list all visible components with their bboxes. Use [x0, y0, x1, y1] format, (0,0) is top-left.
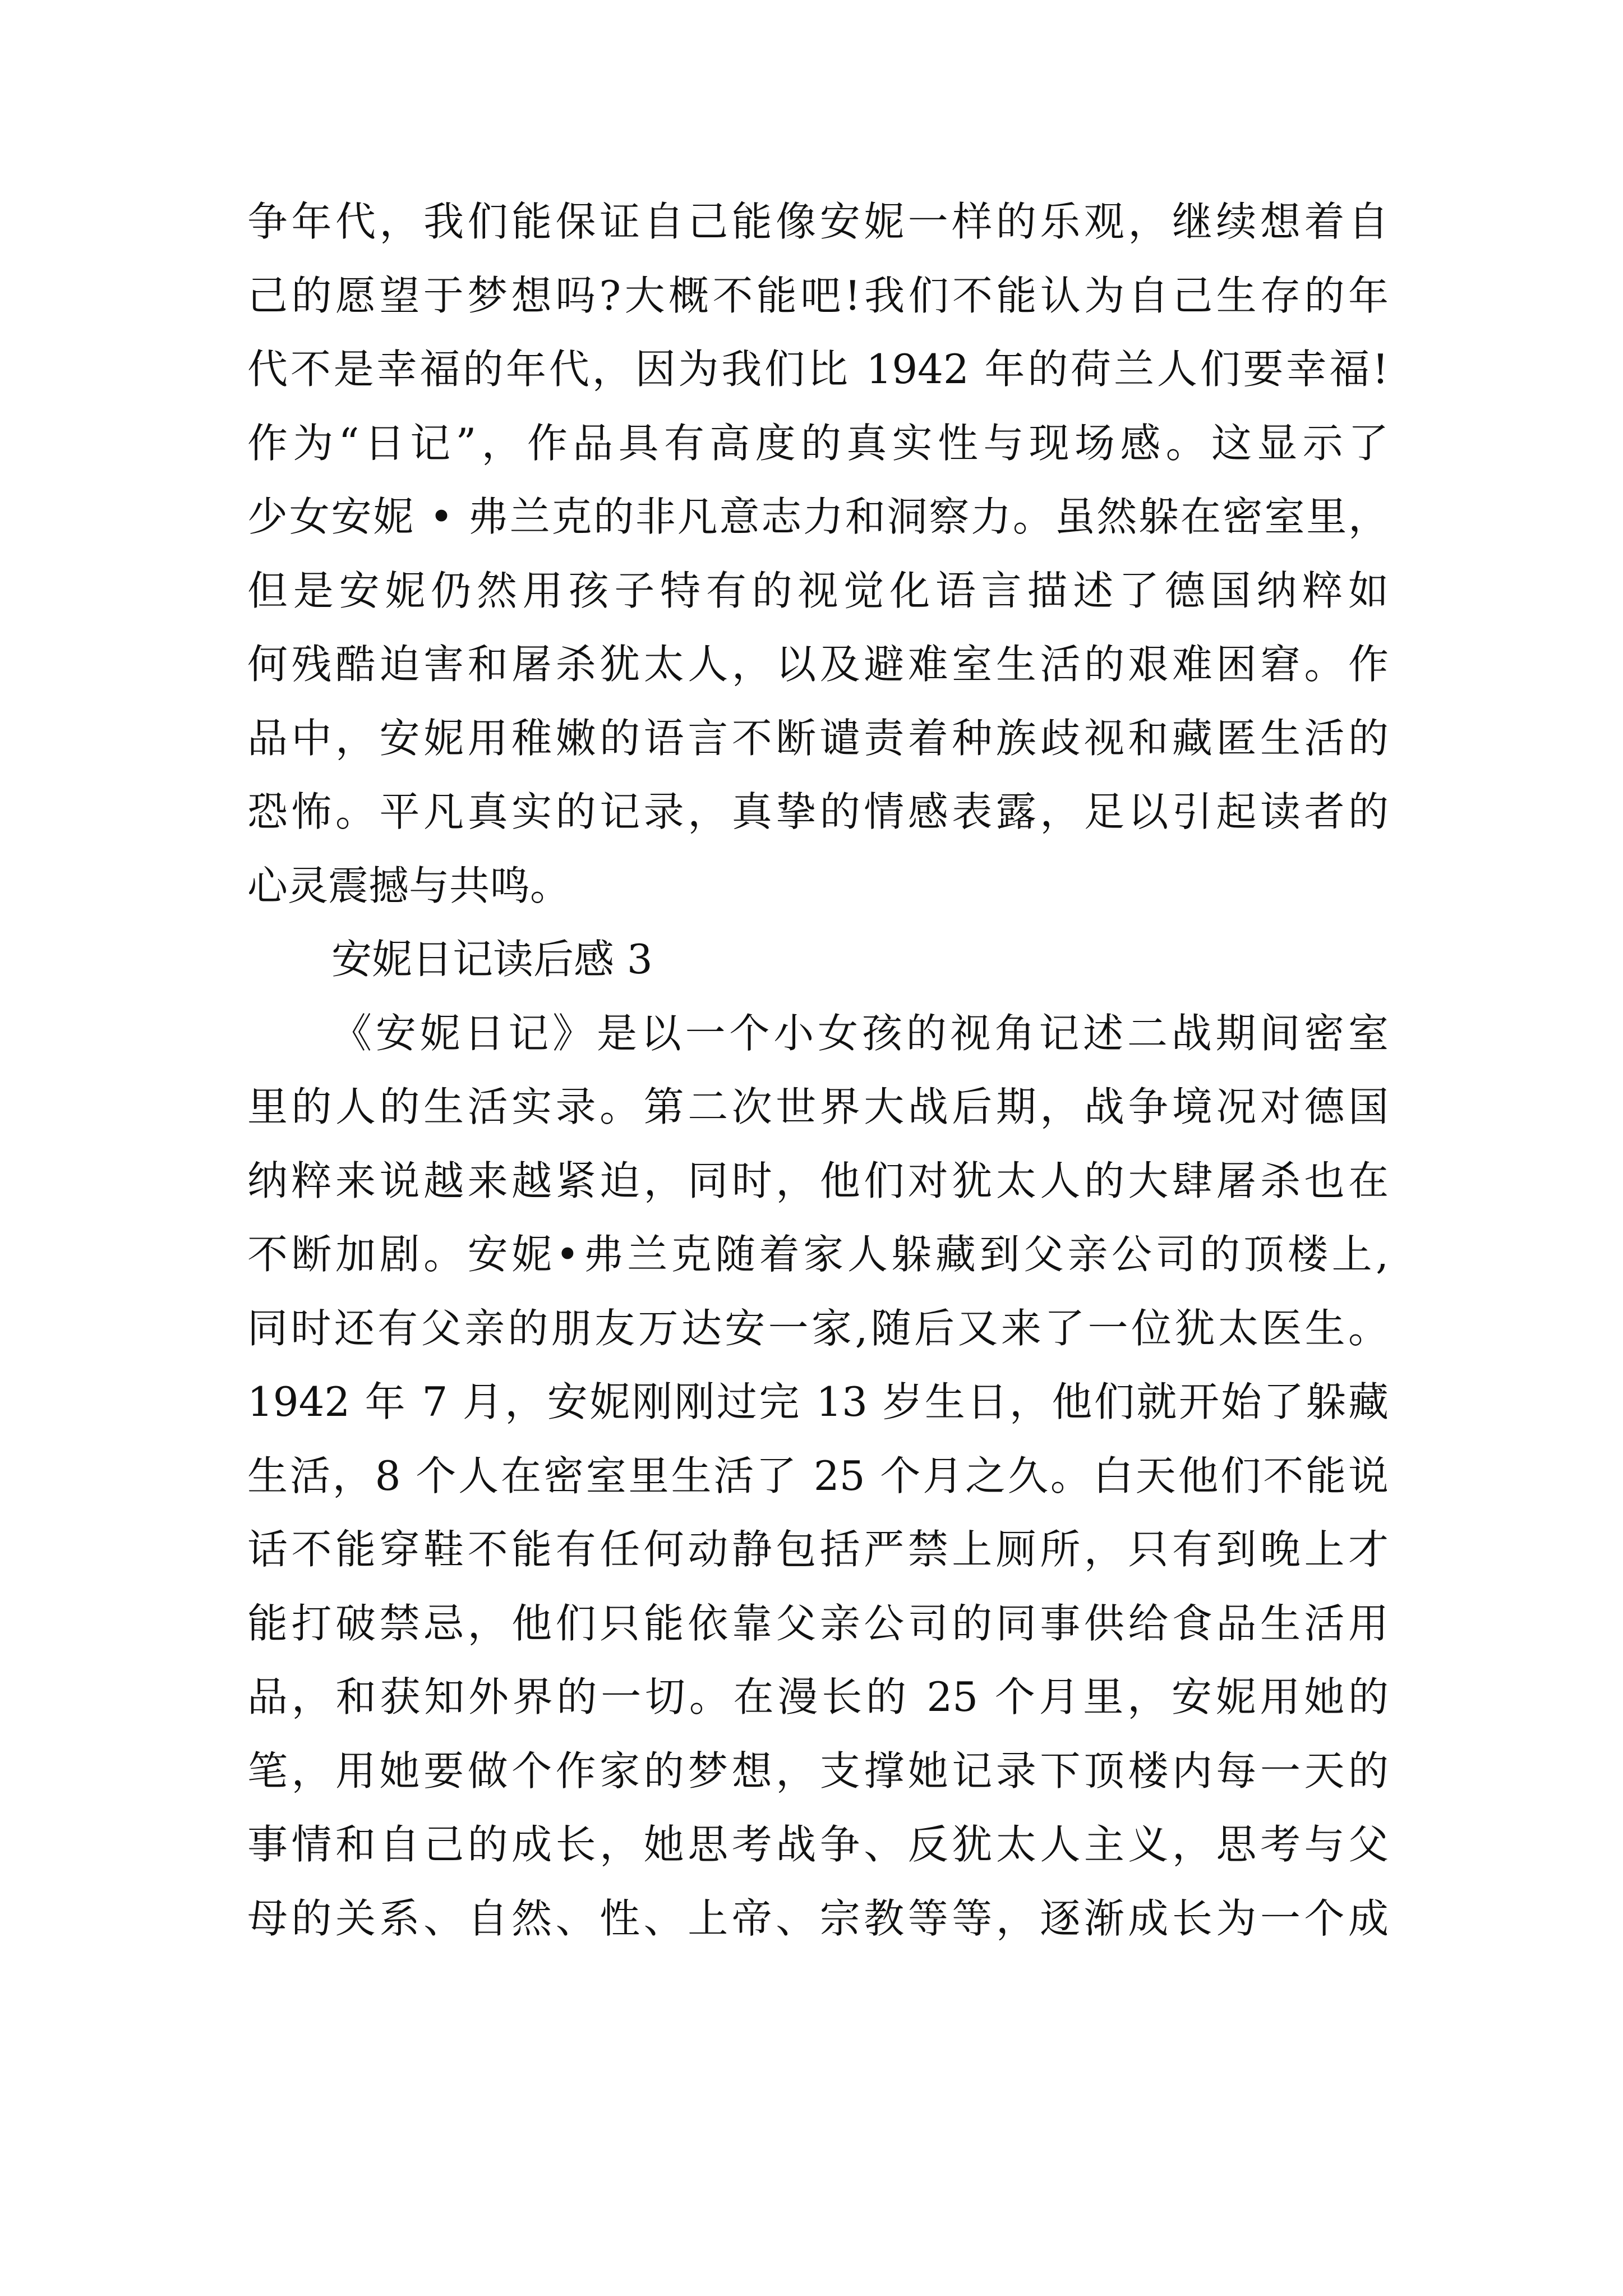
- paragraph-line: 1942 年 7 月，安妮刚刚过完 13 岁生日，他们就开始了躲藏: [247, 1378, 1389, 1425]
- paragraph-line: 恐怖。平凡真实的记录，真挚的情感表露，足以引起读者的: [247, 788, 1389, 835]
- paragraph-line: 少女安妮 • 弗兰克的非凡意志力和洞察力。虽然躲在密室里，: [247, 493, 1389, 540]
- paragraph-line: 能打破禁忌，他们只能依靠父亲公司的同事供给食品生活用: [247, 1599, 1389, 1647]
- section-heading: 安妮日记读后感 3: [331, 936, 653, 983]
- paragraph-line: 品中，安妮用稚嫩的语言不断谴责着种族歧视和藏匿生活的: [247, 714, 1389, 762]
- paragraph-line: 争年代，我们能保证自己能像安妮一样的乐观，继续想着自: [247, 198, 1389, 245]
- paragraph-line: 但是安妮仍然用孩子特有的视觉化语言描述了德国纳粹如: [247, 567, 1389, 614]
- paragraph-line: 心灵震撼与共鸣。: [247, 862, 571, 909]
- paragraph-line: 代不是幸福的年代，因为我们比 1942 年的荷兰人们要幸福!: [247, 346, 1389, 393]
- paragraph-line: 不断加剧。安妮•弗兰克随着家人躲藏到父亲公司的顶楼上,: [247, 1231, 1389, 1278]
- paragraph-line: 同时还有父亲的朋友万达安一家,随后又来了一位犹太医生。: [247, 1304, 1389, 1352]
- paragraph-line: 生活，8 个人在密室里生活了 25 个月之久。白天他们不能说: [247, 1452, 1389, 1499]
- paragraph-line: 里的人的生活实录。第二次世界大战后期，战争境况对德国: [247, 1083, 1389, 1130]
- paragraph-line: 纳粹来说越来越紧迫，同时，他们对犹太人的大肆屠杀也在: [247, 1157, 1389, 1204]
- paragraph-line: 母的关系、自然、性、上帝、宗教等等，逐渐成长为一个成: [247, 1894, 1389, 1942]
- paragraph-line: 话不能穿鞋不能有任何动静包括严禁上厕所，只有到晚上才: [247, 1526, 1389, 1573]
- paragraph-line: 事情和自己的成长，她思考战争、反犹太人主义，思考与父: [247, 1821, 1389, 1868]
- paragraph-line: 品，和获知外界的一切。在漫长的 25 个月里，安妮用她的: [247, 1673, 1389, 1720]
- document-body: [247, 185, 1389, 1955]
- paragraph-line: 作为“日记”，作品具有高度的真实性与现场感。这显示了: [247, 419, 1389, 467]
- paragraph-line: 《安妮日记》是以一个小女孩的视角记述二战期间密室: [331, 1009, 1389, 1057]
- paragraph-line: 己的愿望于梦想吗?大概不能吧!我们不能认为自己生存的年: [247, 272, 1389, 319]
- paragraph-line: 何残酷迫害和屠杀犹太人，以及避难室生活的艰难困窘。作: [247, 641, 1389, 688]
- paragraph-line: 笔，用她要做个作家的梦想，支撑她记录下顶楼内每一天的: [247, 1747, 1389, 1795]
